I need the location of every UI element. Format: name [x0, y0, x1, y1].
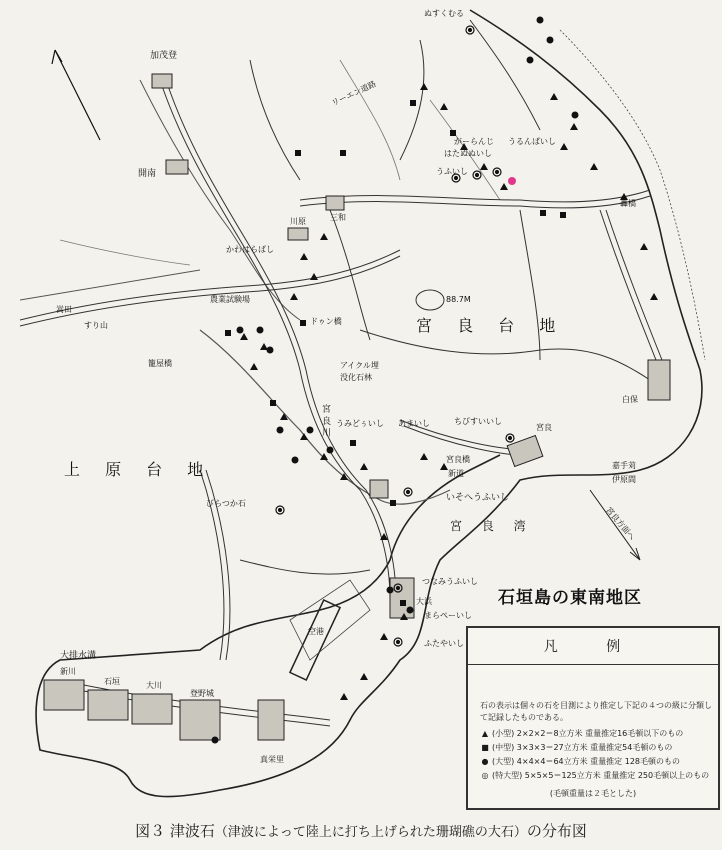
road-label: リーエン道路	[330, 79, 378, 108]
stone-label: ぬすくむる	[424, 9, 464, 18]
stream-3	[60, 240, 190, 265]
place-label: 嘉手苅	[612, 461, 636, 470]
place-label: 新川	[60, 667, 76, 676]
circle-icon: ●	[481, 757, 489, 766]
legend-row-text: (小型) 2×2×2＝8立方米 重量推定16毛頓以下のもの	[492, 729, 684, 738]
place-label: 籠屋橋	[148, 359, 172, 368]
elevation-label: 88.7M	[446, 295, 471, 304]
north-arrow	[52, 50, 100, 140]
legend-title: 凡 例	[543, 639, 643, 655]
region-label: 宮 良 台 地	[416, 316, 566, 335]
place-label: すり山	[84, 321, 108, 330]
place-label: 宮良橋	[446, 455, 470, 464]
region-label: 上 原 台 地	[64, 460, 214, 479]
stone-label: がーらんじ	[454, 137, 494, 146]
square-icon: ■	[481, 743, 489, 752]
place-label: 空港	[308, 627, 324, 636]
place-label: 没化石林	[340, 373, 372, 382]
legend-row	[480, 728, 683, 739]
figure-caption	[0, 820, 722, 841]
stone-label: うみどぅいし	[336, 419, 384, 428]
special-stones	[276, 26, 514, 646]
place-label: 開南	[138, 169, 157, 179]
legend	[466, 626, 720, 810]
place-label: アイクル埋	[340, 361, 379, 370]
stone-label: あまいし	[398, 419, 430, 428]
legend-row	[480, 770, 709, 781]
stream-1	[340, 60, 400, 180]
place-label: 石垣	[104, 677, 120, 686]
place-label: 新道	[448, 469, 464, 478]
legend-row-text: (中型) 3×3×3＝27立方米 重量推定54毛頓のもの	[492, 743, 673, 752]
direction-label: 宮良方面へ	[604, 505, 637, 542]
place-label: 大川	[146, 681, 162, 690]
place-label: 伊原間	[612, 475, 636, 484]
place-label: かわはらばし	[226, 245, 274, 254]
stone-label: ちびすいいし	[454, 417, 502, 426]
river-label: 宮 良 川	[320, 404, 330, 437]
region-label: 大排水溝	[60, 651, 97, 661]
legend-row	[480, 756, 680, 767]
river-west	[20, 270, 200, 300]
figure-subtitle: （津波によって陸上に打ち上げられた珊瑚礁の大石）	[214, 825, 527, 840]
place-label: 白保	[622, 395, 638, 404]
region-label: 宮 良 湾	[450, 519, 534, 533]
place-label: 農業試験場	[210, 295, 250, 304]
legend-row-text: (特大型) 5×5×5＝125立方米 重量推定 250毛頓以上のもの	[492, 771, 710, 780]
figure-title: 津波石	[169, 822, 215, 840]
double-circle-icon: ◎	[481, 771, 489, 780]
place-label: 加茂登	[150, 51, 178, 61]
stone-label: ふたやいし	[424, 639, 464, 648]
place-label: 三和	[330, 213, 346, 222]
legend-note: (毛頓重量は２毛とした)	[549, 789, 637, 798]
place-label: 轟橋	[620, 199, 636, 208]
place-label: ドゥン橋	[310, 317, 342, 326]
triangle-icon: ▲	[481, 729, 489, 738]
place-label: 登野城	[190, 689, 214, 698]
legend-row	[480, 742, 672, 753]
figure-number: 図３	[135, 822, 166, 840]
figure-title-tail: の分布図	[526, 822, 587, 840]
stone-label: うふいし	[436, 167, 468, 176]
stone-label: つなみうふいし	[422, 577, 478, 586]
legend-description: 石の表示は個々の石を目測により推定し下記の４つの級に分類して記録したものである。	[480, 701, 712, 722]
stone-label: まらぺーいし	[424, 611, 472, 620]
hill-contour	[416, 290, 444, 310]
area-title: 石垣島の東南地区	[498, 588, 642, 608]
river-north	[140, 80, 300, 320]
place-label: 嵩田	[56, 305, 72, 314]
stone-label: うるんぱいし	[508, 137, 556, 146]
highlight-dot	[508, 177, 516, 185]
place-label: 川原	[290, 217, 306, 226]
place-label: 大浜	[416, 597, 432, 606]
stone-label: びらつか石	[206, 499, 246, 508]
legend-row-text: (大型) 4×4×4＝64立方米 重量推定 128毛頓のもの	[492, 757, 680, 766]
legend-divider	[468, 664, 718, 665]
place-label: 真栄里	[260, 755, 284, 764]
stone-label: いそへうふいし	[446, 493, 510, 503]
place-label: 宮良	[536, 423, 552, 432]
stone-label: はたぬぬいし	[444, 149, 492, 158]
